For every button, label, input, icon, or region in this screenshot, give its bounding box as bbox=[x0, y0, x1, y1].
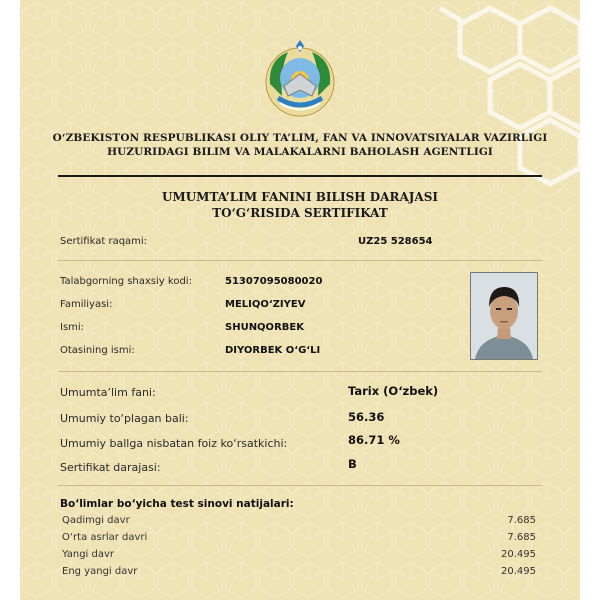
divider bbox=[58, 485, 542, 486]
subject-label: Umumta’lim fani: bbox=[60, 386, 156, 399]
name-label: Ismi: bbox=[60, 322, 85, 333]
section-row-label: Eng yangi davr bbox=[62, 566, 138, 577]
section-row-value: 7.685 bbox=[507, 515, 536, 526]
portrait-icon bbox=[471, 273, 537, 359]
section-row-value: 20.495 bbox=[501, 549, 536, 560]
issuing-organization bbox=[50, 132, 550, 159]
header-divider bbox=[58, 175, 542, 177]
section-row-label: Qadimgi davr bbox=[62, 515, 130, 526]
section-row-label: O‘rta asrlar davri bbox=[62, 532, 148, 543]
score-label: Umumiy to‘plagan bali: bbox=[60, 412, 189, 425]
certificate-title bbox=[50, 189, 550, 221]
state-emblem-icon bbox=[260, 40, 340, 120]
patronymic-value: DIYORBEK O‘G‘LI bbox=[225, 345, 321, 356]
title-line-2: TO‘G‘RISIDA SERTIFIKAT bbox=[212, 206, 388, 220]
patronymic-label: Otasining ismi: bbox=[60, 345, 135, 356]
section-row-value: 20.495 bbox=[501, 566, 536, 577]
org-line-2: HUZURIDAGI BILIM VA MALAKALARNI BAHOLASH AGENTLIGI bbox=[107, 145, 493, 158]
level-value: B bbox=[348, 457, 357, 471]
sections-title: Bo‘limlar bo‘yicha test sinovi natijalari: bbox=[60, 498, 294, 510]
certificate-number-label: Sertifikat raqami: bbox=[60, 236, 148, 247]
surname-label: Familiyasi: bbox=[60, 299, 113, 310]
personal-code-value: 51307095080020 bbox=[225, 276, 323, 287]
section-row-value: 7.685 bbox=[507, 532, 536, 543]
section-row-label: Yangi davr bbox=[62, 549, 115, 560]
certificate bbox=[20, 0, 580, 600]
score-value: 56.36 bbox=[348, 410, 385, 424]
title-line-1: UMUMTA’LIM FANINI BILISH DARAJASI bbox=[161, 190, 439, 204]
level-label: Sertifikat darajasi: bbox=[60, 461, 161, 474]
divider bbox=[58, 371, 542, 372]
divider bbox=[58, 260, 542, 261]
org-line-1: O‘ZBEKISTON RESPUBLIKASI OLIY TA’LIM, FAN VA INNOVATSIYALAR VAZIRLIGI bbox=[52, 132, 548, 144]
percent-value: 86.71 % bbox=[348, 433, 400, 447]
certificate-number-value: UZ25 528654 bbox=[358, 236, 433, 247]
subject-value: Tarix (O‘zbek) bbox=[348, 384, 439, 398]
holder-photo bbox=[470, 272, 538, 360]
name-value: SHUNQORBEK bbox=[225, 322, 304, 333]
surname-value: MELIQO‘ZIYEV bbox=[225, 299, 306, 310]
percent-label: Umumiy ballga nisbatan foiz ko‘rsatkichi: bbox=[60, 437, 288, 450]
personal-code-label: Talabgorning shaxsiy kodi: bbox=[60, 276, 192, 287]
